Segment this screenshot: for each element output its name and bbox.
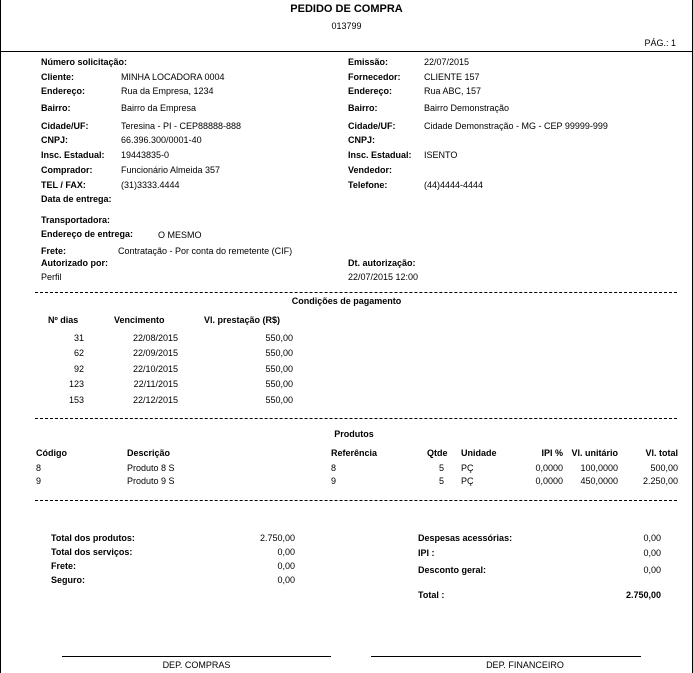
payment-row-valor: 550,00: [265, 333, 293, 343]
products-header-unitario: Vl. unitário: [571, 448, 618, 458]
order-number: 013799: [331, 21, 362, 31]
divider-totals-top: [35, 500, 677, 501]
label-total-geral: Total :: [418, 590, 445, 600]
label-bairro: Bairro:: [41, 103, 71, 113]
label-cliente: Cliente:: [41, 72, 75, 82]
product-row-unidade: PÇ: [461, 476, 474, 486]
product-row-unitario: 450,0000: [580, 476, 618, 486]
value-frete: Contratação - Por conta do remetente (CIF): [118, 246, 293, 256]
products-header-qtde: Qtde: [427, 448, 448, 458]
payment-row-valor: 550,00: [265, 395, 293, 405]
value-cnpj: 66.396.300/0001-40: [121, 135, 202, 145]
value-bairro-fornecedor: Bairro Demonstração: [424, 103, 510, 113]
products-header-codigo: Código: [36, 448, 67, 458]
value-total-geral: 2.750,00: [625, 590, 661, 600]
label-telefone: Telefone:: [348, 180, 388, 190]
signature-financeiro: DEP. FINANCEIRO: [486, 660, 564, 670]
product-row-unidade: PÇ: [461, 463, 474, 473]
label-frete: Frete:: [41, 246, 67, 256]
value-telefone: (44)4444-4444: [424, 180, 484, 190]
label-cnpj: CNPJ:: [41, 135, 69, 145]
label-insc-estadual: Insc. Estadual:: [41, 150, 105, 160]
payment-section-title: Condições de pagamento: [291, 296, 402, 306]
product-row-descricao: Produto 9 S: [127, 476, 175, 486]
product-row-codigo: 9: [36, 476, 42, 486]
payment-row-vencimento: 22/08/2015: [132, 333, 178, 343]
label-dt-autorizacao: Dt. autorização:: [348, 258, 416, 268]
value-endereco: Rua da Empresa, 1234: [121, 86, 214, 96]
value-endereco-fornecedor: Rua ABC, 157: [424, 86, 482, 96]
value-dt-autorizacao: 22/07/2015 12:00: [348, 272, 419, 282]
signature-line-financeiro: [371, 656, 641, 657]
payment-row-valor: 550,00: [265, 379, 293, 389]
divider-payment-top: [35, 292, 677, 293]
label-endereco-fornecedor: Endereço:: [348, 86, 393, 96]
label-despesas-acessorias: Despesas acessórias:: [418, 533, 513, 543]
payment-row-vencimento: 22/09/2015: [132, 348, 178, 358]
value-total-servicos: 0,00: [277, 547, 295, 557]
payment-header-vencimento: Vencimento: [114, 315, 165, 325]
label-cidade-uf: Cidade/UF:: [41, 121, 89, 131]
products-section-title: Produtos: [334, 429, 374, 439]
value-despesas-acessorias: 0,00: [643, 533, 661, 543]
label-numero-solicitacao: Número solicitação:: [41, 57, 128, 67]
value-cidade-uf-fornecedor: Cidade Demonstração - MG - CEP 99999-999: [424, 121, 608, 131]
product-row-total: 2.250,00: [642, 476, 678, 486]
label-transportadora: Transportadora:: [41, 215, 111, 225]
payment-row-vencimento: 22/11/2015: [133, 379, 178, 389]
label-frete-total: Frete:: [51, 561, 77, 571]
label-insc-estadual-fornecedor: Insc. Estadual:: [348, 150, 412, 160]
page-left-edge: [0, 0, 1, 673]
payment-row-vencimento: 22/10/2015: [132, 364, 178, 374]
label-data-entrega: Data de entrega:: [41, 194, 112, 204]
signature-compras: DEP. COMPRAS: [162, 660, 231, 670]
payment-row-dias: 123: [68, 379, 84, 389]
label-total-servicos: Total dos serviços:: [51, 547, 133, 557]
product-row-referencia: 8: [331, 463, 337, 473]
products-header-ipi: IPI %: [541, 448, 563, 458]
label-seguro: Seguro:: [51, 575, 86, 585]
label-cidade-uf-fornecedor: Cidade/UF:: [348, 121, 396, 131]
products-header-unidade: Unidade: [461, 448, 497, 458]
payment-row-dias: 92: [73, 364, 84, 374]
label-bairro-fornecedor: Bairro:: [348, 103, 378, 113]
payment-row-valor: 550,00: [265, 364, 293, 374]
divider-products-top: [35, 418, 677, 419]
products-header-descricao: Descrição: [127, 448, 171, 458]
label-fornecedor: Fornecedor:: [348, 72, 401, 82]
payment-row-dias: 153: [68, 395, 84, 405]
value-cliente: MINHA LOCADORA 0004: [121, 72, 225, 82]
product-row-ipi: 0,0000: [535, 476, 563, 486]
label-endereco: Endereço:: [41, 86, 86, 96]
label-desconto-geral: Desconto geral:: [418, 565, 487, 575]
page-number: PÁG.: 1: [644, 38, 676, 48]
value-emissao: 22/07/2015: [424, 57, 470, 67]
product-row-qtde: 5: [438, 463, 444, 473]
payment-header-dias: Nº dias: [48, 315, 79, 325]
value-tel-fax: (31)3333.4444: [121, 180, 180, 190]
value-autorizado-por: Perfil: [41, 272, 62, 282]
label-tel-fax: TEL / FAX:: [41, 180, 86, 190]
value-fornecedor: CLIENTE 157: [424, 72, 480, 82]
payment-row-valor: 550,00: [265, 348, 293, 358]
value-comprador: Funcionário Almeida 357: [121, 165, 221, 175]
label-emissao: Emissão:: [348, 57, 389, 67]
value-ipi-total: 0,00: [643, 548, 661, 558]
label-endereco-entrega: Endereço de entrega:: [41, 229, 134, 239]
value-total-produtos: 2.750,00: [259, 533, 295, 543]
label-total-produtos: Total dos produtos:: [51, 533, 135, 543]
label-cnpj-fornecedor: CNPJ:: [348, 135, 376, 145]
value-desconto-geral: 0,00: [643, 565, 661, 575]
signature-line-compras: [62, 656, 331, 657]
value-frete-total: 0,00: [277, 561, 295, 571]
payment-row-dias: 31: [73, 333, 84, 343]
value-bairro: Bairro da Empresa: [121, 103, 197, 113]
document-title: PEDIDO DE COMPRA: [290, 3, 403, 15]
product-row-total: 500,00: [650, 463, 678, 473]
product-row-codigo: 8: [36, 463, 42, 473]
label-autorizado-por: Autorizado por:: [41, 258, 108, 268]
value-insc-estadual-fornecedor: ISENTO: [424, 150, 458, 160]
label-ipi-total: IPI :: [418, 548, 435, 558]
payment-row-vencimento: 22/12/2015: [132, 395, 178, 405]
product-row-descricao: Produto 8 S: [127, 463, 175, 473]
product-row-ipi: 0,0000: [535, 463, 563, 473]
products-header-referencia: Referência: [331, 448, 378, 458]
header-divider: [1, 51, 692, 52]
product-row-referencia: 9: [331, 476, 337, 486]
payment-row-dias: 62: [73, 348, 84, 358]
product-row-qtde: 5: [438, 476, 444, 486]
value-cidade-uf: Teresina - PI - CEP88888-888: [121, 121, 242, 131]
label-comprador: Comprador:: [41, 165, 93, 175]
value-endereco-entrega: O MESMO: [158, 230, 202, 240]
value-seguro: 0,00: [277, 575, 295, 585]
label-vendedor: Vendedor:: [348, 165, 393, 175]
products-header-total: Vl. total: [645, 448, 678, 458]
value-insc-estadual: 19443835-0: [121, 150, 170, 160]
product-row-unitario: 100,0000: [580, 463, 618, 473]
payment-header-valor: Vl. prestação (R$): [204, 315, 281, 325]
